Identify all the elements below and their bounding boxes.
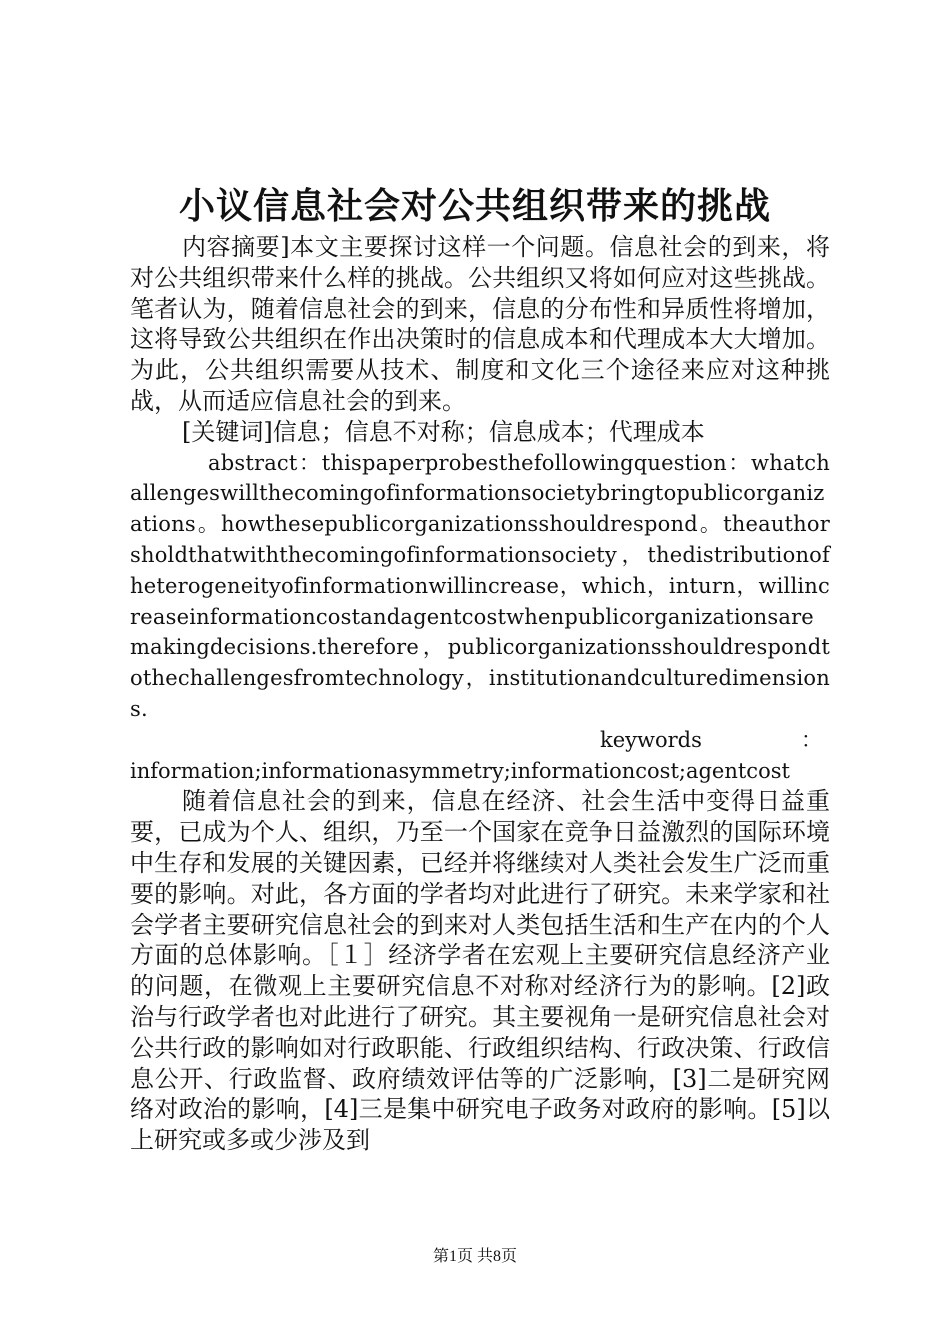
abstract-cn: 内容摘要]本文主要探讨这样一个问题。信息社会的到来，将对公共组织带来什么样的挑战。公共组织又将如何应对这些挑战。笔者认为，随着信息社会的到来，信息的分布性和异质性将增加，这将导致公共组织在作出决策时的信息成本和代理成本大大增加。为此，公共组织需要从技术、制度和文化三个途径来应对这种挑战，从而适应信息社会的到来。 (130, 233, 830, 415)
keywords-cn: [关键词]信息；信息不对称；信息成本；代理成本 (182, 417, 705, 446)
keywords-en-label: keywords (600, 727, 702, 752)
abstract-en: abstract：thispaperprobesthefollowingquestion：whatchallengeswillthecomingofinformationsocietybringtopublicorganizations。howthesepublicorganizationsshouldrespond。theauthorsholdthatwiththecomingofinformationsociety，thedistributionofheterogeneityofinformationwillincrease，which，inturn，willincreaseinformationcostandagentcostwhenpublicorganizationsaremakingdecisions.therefore，publicorganizationsshouldrespondtothechallengesfromtechnology，institutionandculturedimensions. (130, 450, 830, 721)
document-title: 小议信息社会对公共组织带来的挑战 (178, 185, 771, 227)
keywords-en-text: information;informationasymmetry;informationcost;agentcost (130, 758, 790, 783)
body-paragraph: 随着信息社会的到来，信息在经济、社会生活中变得日益重要，已成为个人、组织，乃至一个国家在竞争日益激烈的国际环境中生存和发展的关键因素，已经并将继续对人类社会发生广泛而重要的影响。对此，各方面的学者均对此进行了研究。未来学家和社会学者主要研究信息社会的到来对人类包括生活和生产在内的个人方面的总体影响。［１］经济学者在宏观上主要研究信息经济产业的问题，在微观上主要研究信息不对称对经济行为的影响。[2]政治与行政学者也对此进行了研究。其主要视角一是研究信息社会对公共行政的影响如对行政职能、行政组织结构、行政决策、行政信息公开、行政监督、政府绩效评估等的广泛影响，[3]二是研究网络对政治的影响，[4]三是集中研究电子政务对政府的影响。[5]以上研究或多或少涉及到 (130, 787, 830, 1155)
document-body (130, 232, 830, 1156)
page-footer: 第1页 共8页 (432, 1248, 517, 1265)
keywords-en-heading (130, 725, 830, 756)
keywords-en-block (130, 725, 830, 787)
keywords-en-colon: ： (801, 727, 822, 752)
